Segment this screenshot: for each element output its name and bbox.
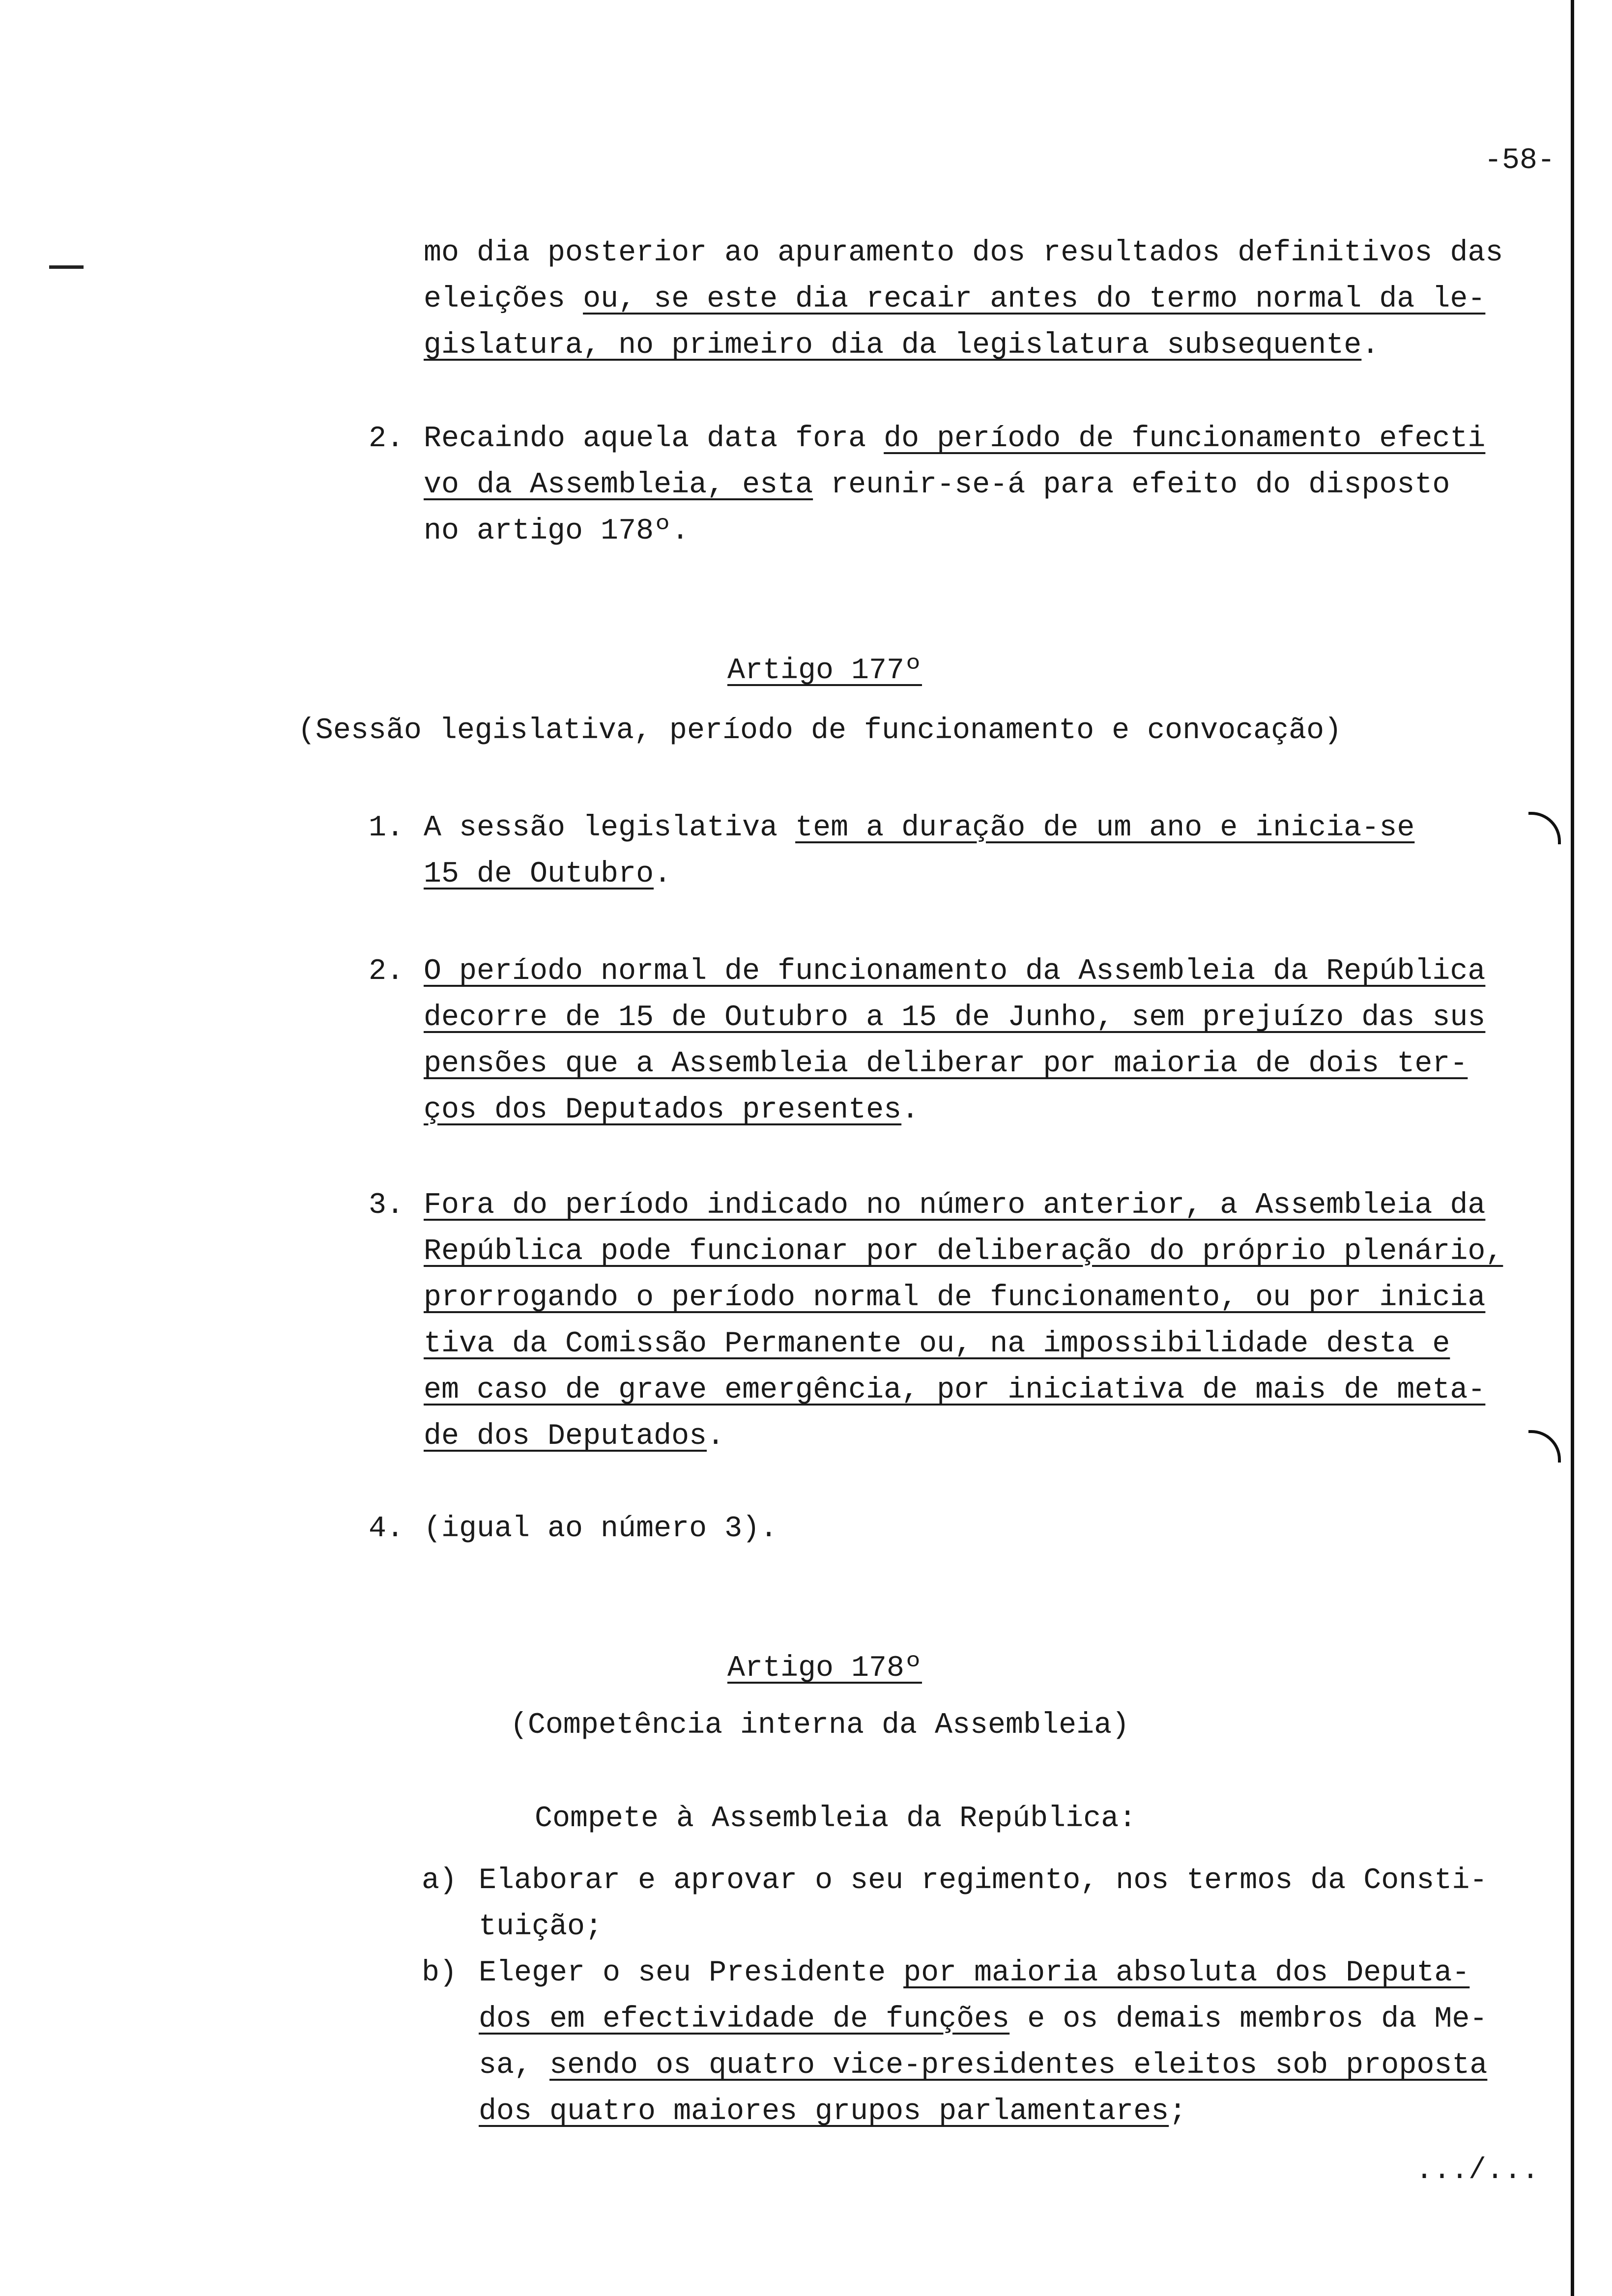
page-edge-line: [1571, 0, 1574, 2296]
item-number: 3.: [369, 1189, 404, 1222]
article-178-lead: Compete à Assembleia da República:: [535, 1802, 1137, 1836]
article-178-subtitle: (Competência interna da Assembleia): [510, 1709, 1130, 1742]
item-number: 2.: [369, 955, 404, 988]
intro-line-3: gislatura, no primeiro dia da legislatura subsequente.: [424, 329, 1380, 362]
margin-mark: [49, 265, 84, 269]
article-177-title: Artigo 177º: [727, 654, 922, 688]
article-177-item-4: (igual ao número 3).: [424, 1512, 778, 1546]
item-number: 1.: [369, 811, 404, 845]
intro-paragraph: [424, 230, 1503, 369]
margin-bracket: [1528, 812, 1561, 844]
article-177-item-3: Fora do período indicado no número anterior, a Assembleia da República pode funcionar por deliberação do próprio plenário, prorrogando o período normal de funcionamento, ou por inicia tiva da Comissão Permanente ou, na impossibilidade desta e em caso de grave emergência, por iniciativa de mais de meta- de dos Deputados.: [424, 1189, 1503, 1453]
article-178-item-a: Elaborar e aprovar o seu regimento, nos termos da Consti- tuição;: [479, 1864, 1488, 1944]
item-number: 2.: [369, 422, 404, 456]
article-177-item-2: O período normal de funcionamento da Assembleia da República decorre de 15 de Outubro a 15 de Junho, sem prejuízo das sus pensões que a Assembleia deliberar por maioria de dois ter- ços dos Deputados presentes.: [424, 955, 1486, 1127]
continuation-marker: .../...: [1415, 2154, 1540, 2187]
intro-line-1: mo dia posterior ao apuramento dos resultados definitivos das: [424, 236, 1503, 270]
article-178-item-b: Eleger o seu Presidente por maioria absoluta dos Deputa- dos em efectividade de funções e os demais membros da Me- sa, sendo os quatro vice-presidentes eleitos sob proposta dos quatro maiores grupos parlamentares;: [479, 1956, 1488, 2128]
page-number: -58-: [1484, 144, 1555, 177]
article-177-subtitle: (Sessão legislativa, período de funcionamento e convocação): [297, 714, 1342, 747]
item-number: 4.: [369, 1512, 404, 1546]
pre-item-2-paragraph: Recaindo aquela data fora do período de funcionamento efecti vo da Assembleia, esta reunir-se-á para efeito do disposto no artigo 178º.: [424, 422, 1486, 548]
article-178-title: Artigo 178º: [727, 1652, 922, 1685]
intro-line-2: eleições ou, se este dia recair antes do termo normal da le-: [424, 283, 1486, 316]
article-177-item-1: A sessão legislativa tem a duração de um ano e inicia-se 15 de Outubro.: [424, 811, 1415, 891]
margin-bracket: [1528, 1430, 1561, 1463]
item-label: b): [422, 1956, 458, 1990]
item-label: a): [422, 1864, 458, 1897]
